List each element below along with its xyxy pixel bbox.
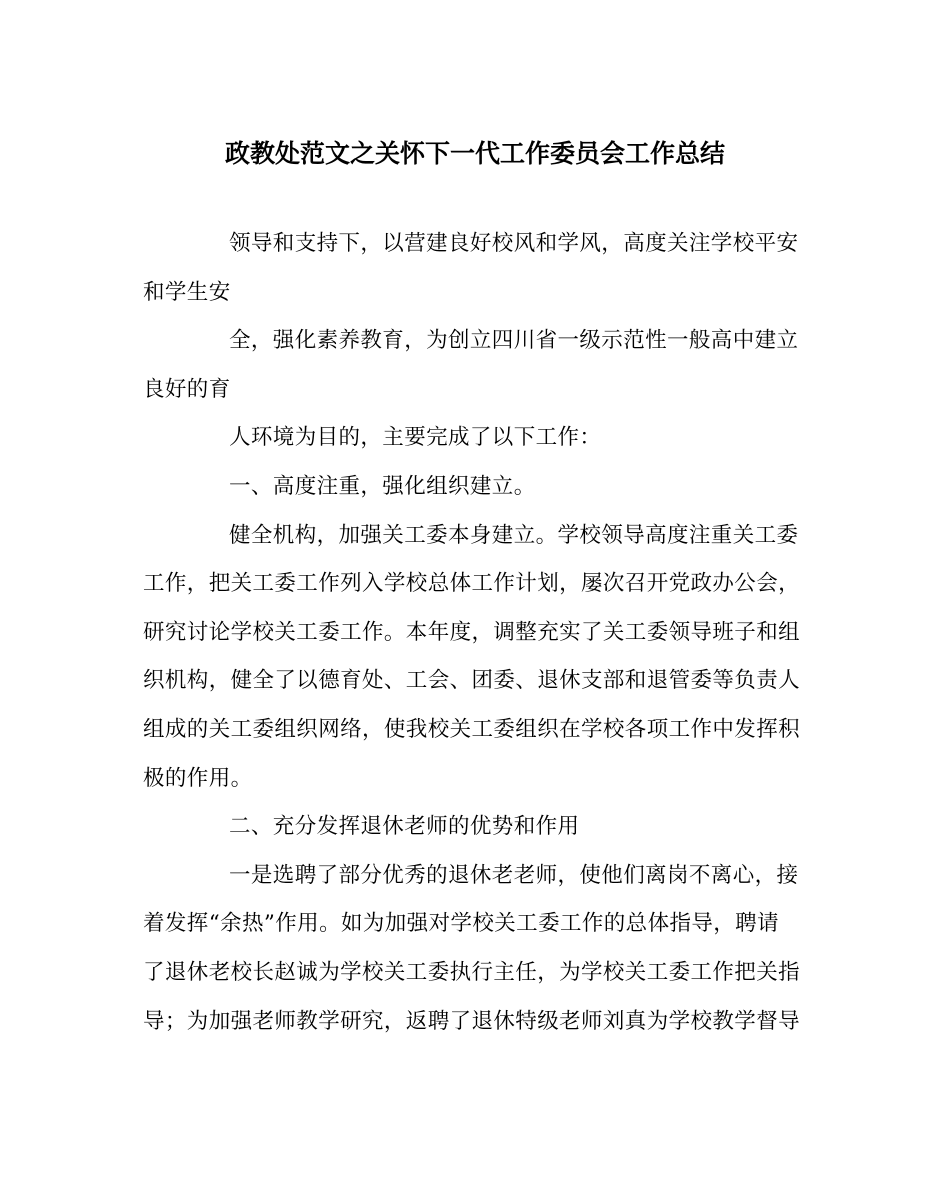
text-line: 良好的育: [143, 376, 231, 402]
document-body: [143, 220, 801, 1046]
document-title: 政教处范文之关怀下一代工作委员会工作总结: [224, 139, 725, 168]
text-line: 健全机构，加强关工委本身建立。学校领导高度注重关工委: [229, 522, 799, 548]
section-heading-2: [143, 803, 797, 852]
paragraph-5: [143, 852, 801, 1046]
text-line: 全，强化素养教育，为创立四川省一级示范性一般高中建立: [229, 328, 799, 354]
text-line: 一是选聘了部分优秀的退休老老师，使他们离岗不离心，接: [229, 862, 799, 888]
text-line: 研究讨论学校关工委工作。本年度，调整充实了关工委领导班子和组: [143, 619, 801, 645]
paragraph-3: [143, 414, 797, 463]
paragraph-1: [143, 220, 797, 317]
text-line: 组成的关工委组织网络，使我校关工委组织在学校各项工作中发挥积: [143, 716, 801, 742]
text-line: 人环境为目的，主要完成了以下工作：: [229, 425, 602, 451]
text-line: 织机构，健全了以德育处、工会、团委、退休支部和退管委等负责人: [143, 668, 801, 694]
section-heading-1: [143, 463, 797, 512]
text-line: 和学生安: [143, 279, 231, 305]
text-line: 一、高度注重，强化组织建立。: [229, 473, 536, 499]
paragraph-2: [143, 317, 797, 414]
paragraph-4: [143, 512, 801, 804]
text-line: 着发挥“余热”作用。如为加强对学校关工委工作的总体指导，聘请: [143, 911, 779, 937]
text-line: 领导和支持下，以营建良好校风和学风，高度关注学校平安: [229, 231, 799, 256]
text-line: 工作，把关工委工作列入学校总体工作计划，屡次召开党政办公会，: [143, 571, 801, 597]
text-line: 二、充分发挥退休老师的优势和作用: [229, 814, 580, 840]
text-line: 了退休老校长赵诚为学校关工委执行主任，为学校关工委工作把关指: [143, 959, 801, 985]
text-line: 导；为加强老师教学研究，返聘了退休特级老师刘真为学校教学督导: [143, 1008, 801, 1034]
text-line: 极的作用。: [143, 765, 253, 791]
